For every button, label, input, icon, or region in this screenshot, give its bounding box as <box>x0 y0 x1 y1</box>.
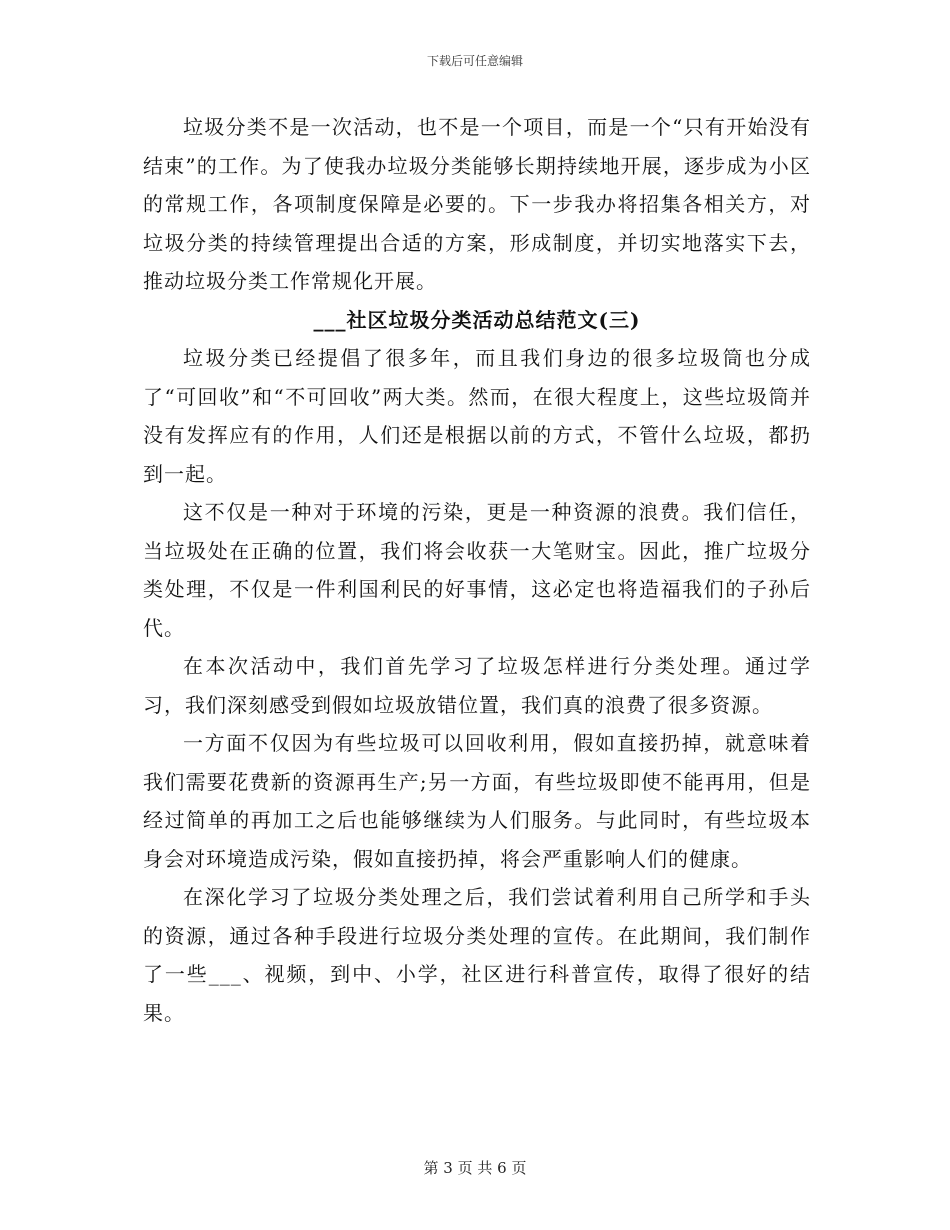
page-header-note: 下载后可任意编辑 <box>426 54 523 68</box>
paragraph: 垃圾分类已经提倡了很多年，而且我们身边的很多垃圾筒也分成了“可回收”和“不可回收”两大类。然而，在很大程度上，这些垃圾筒并没有发挥应有的作用，人们还是根据以前的方式，不管什么垃圾，都扔到一起。 <box>143 346 811 486</box>
paragraph: 一方面不仅因为有些垃圾可以回收利用，假如直接扔掉，就意味着我们需要花费新的资源再生产;另一方面，有些垃圾即使不能再用，但是经过简单的再加工之后也能够继续为人们服务。与此同时，有些垃圾本身会对环境造成污染，假如直接扔掉，将会严重影响人们的健康。 <box>143 731 811 871</box>
page-number: 第 3 页 共 6 页 <box>423 1159 527 1177</box>
paragraph: 在深化学习了垃圾分类处理之后，我们尝试着利用自己所学和手头的资源，通过各种手段进行垃圾分类处理的宣传。在此期间，我们制作了一些___、视频，到中、小学，社区进行科普宣传，取得了很好的结果。 <box>143 885 811 1025</box>
section-title: ___社区垃圾分类活动总结范文(三) <box>313 307 641 332</box>
paragraph: 垃圾分类不是一次活动，也不是一个项目，而是一个“只有开始没有结束”的工作。为了使我办垃圾分类能够长期持续地开展，逐步成为小区的常规工作，各项制度保障是必要的。下一步我办将招集各相关方，对垃圾分类的持续管理提出合适的方案，形成制度，并切实地落实下去，推动垃圾分类工作常规化开展。 <box>143 115 811 293</box>
paragraph: 这不仅是一种对于环境的污染，更是一种资源的浪费。我们信任，当垃圾处在正确的位置，我们将会收获一大笔财宝。因此，推广垃圾分类处理，不仅是一件利国利民的好事情，这必定也将造福我们的子孙后代。 <box>143 500 811 640</box>
document-body <box>143 108 811 1032</box>
paragraph: 在本次活动中，我们首先学习了垃圾怎样进行分类处理。通过学习，我们深刻感受到假如垃圾放错位置，我们真的浪费了很多资源。 <box>143 654 811 717</box>
